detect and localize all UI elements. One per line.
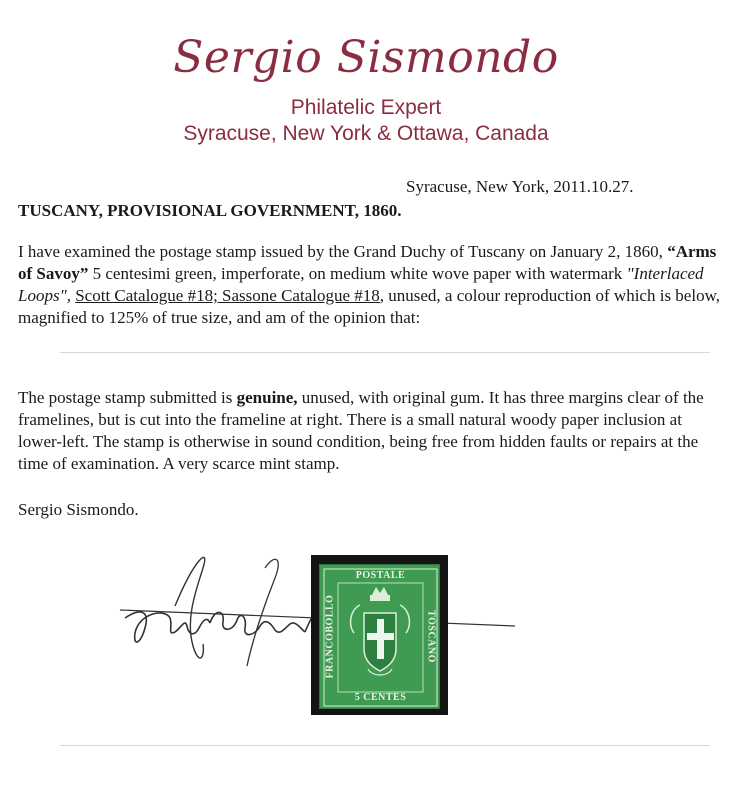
p1-text-b: 5 centesimi green, imperforate, on medium white wove paper with watermark	[88, 264, 627, 283]
stamp-top-label: POSTALE	[355, 570, 406, 581]
p1-watermark: "Interlaced Loops",	[18, 264, 704, 305]
stamp-bottom-label: 5 CENTES	[354, 692, 407, 703]
p2-text-a: The postage stamp submitted is	[18, 388, 237, 407]
opinion-paragraph	[18, 387, 730, 475]
arms-of-savoy-icon	[320, 565, 441, 710]
p1-catalogue-refs: Scott Catalogue #18; Sassone Catalogue #18	[75, 286, 380, 305]
letterhead-title: Philatelic Expert	[290, 96, 442, 119]
letterhead-name: Sergio Sismondo	[173, 32, 559, 83]
stamp-right-label: TOSCANO	[425, 610, 437, 663]
divider	[60, 352, 710, 353]
p1-stamp-name: “Arms of Savoy”	[18, 242, 717, 283]
signer-name: Sergio Sismondo.	[18, 500, 139, 519]
p1-text-a: I have examined the postage stamp issued by the Grand Duchy of Tuscany on January 2, 1860,	[18, 242, 668, 261]
p1-text-d: , unused, a colour reproduction of which is below, magnified to 125% of true size, and am of the opinion that:	[18, 286, 720, 327]
p2-text-b: unused, with original gum. It has three margins clear of the framelines, but is cut into the frameline at right. There is a small natural woody paper inclusion at lower-left. The stamp is otherwise in sound condition, being free from hidden faults or repairs at the time of examination. A very scarce mint stamp.	[18, 388, 704, 473]
p2-verdict: genuine,	[236, 388, 298, 407]
stamp-left-label: FRANCOBOLLO	[324, 594, 336, 679]
divider	[60, 745, 710, 746]
stamp-image	[319, 564, 440, 709]
examination-paragraph	[18, 241, 730, 329]
date-line: Syracuse, New York, 2011.10.27.	[406, 177, 634, 196]
letterhead-location: Syracuse, New York & Ottawa, Canada	[183, 122, 549, 145]
certificate-heading: TUSCANY, PROVISIONAL GOVERNMENT, 1860.	[18, 201, 402, 220]
